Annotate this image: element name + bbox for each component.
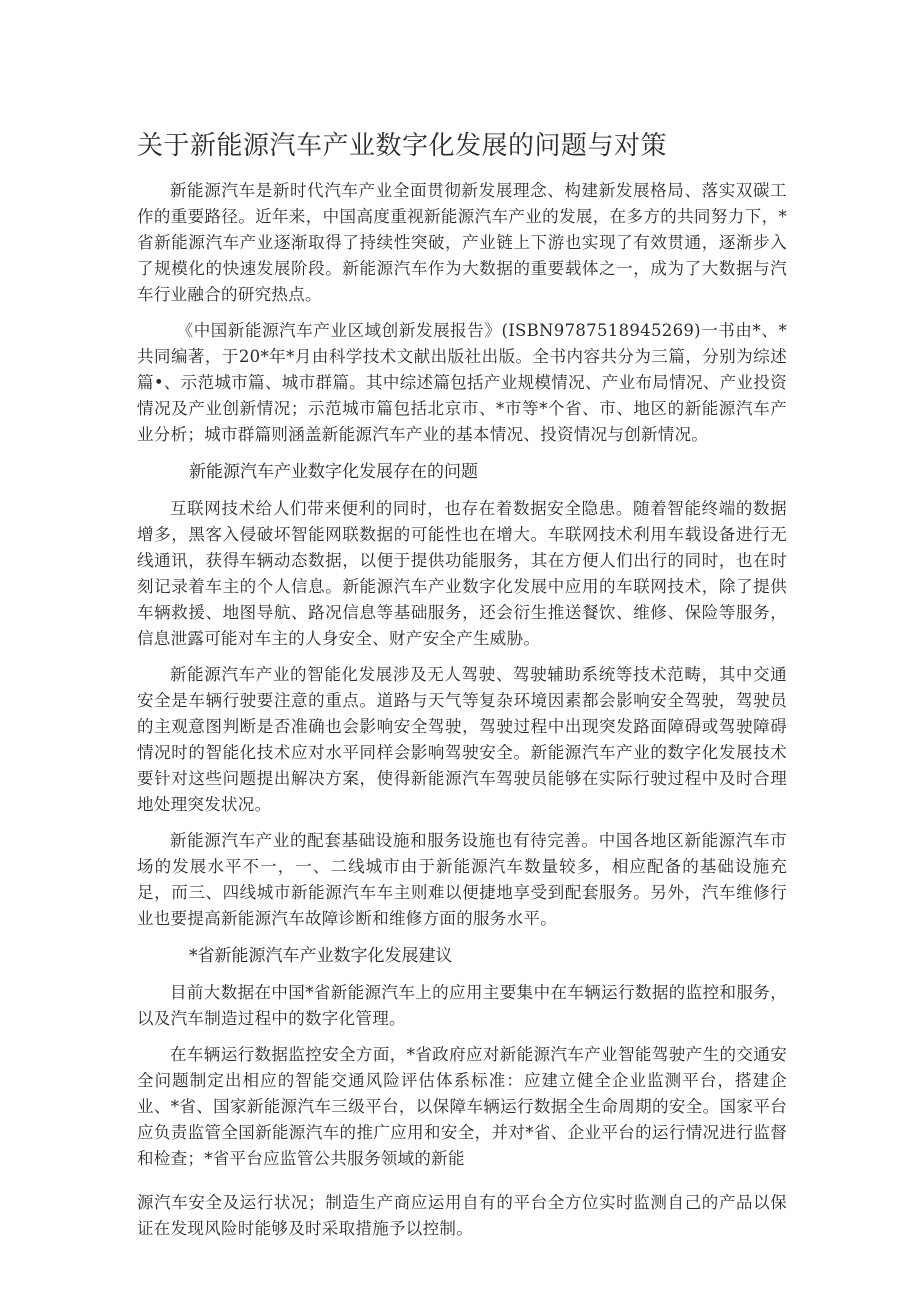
section-heading-problems: 新能源汽车产业数字化发展存在的问题 <box>189 462 478 482</box>
paragraph-infrastructure: 新能源汽车产业的配套基础设施和服务设施也有待完善。中国各地区新能源汽车市场的发展水平不一，一、二线城市由于新能源汽车数量较多，相应配备的基础设施充足，而三、四线城市新能源汽车车主则难以便捷地享受到配套服务。另外，汽车维修行业也要提高新能源汽车故障诊断和维修方面的服务水平。 <box>137 831 787 928</box>
document-page <box>137 128 787 1252</box>
paragraph-traffic-safety: 新能源汽车产业的智能化发展涉及无人驾驶、驾驶辅助系统等技术范畴，其中交通安全是车辆行驶要注意的重点。道路与天气等复杂环境因素都会影响安全驾驶，驾驶员的主观意图判断是否准确也会影响安全驾驶，驾驶过程中出现突发路面障碍或驾驶障碍情况时的智能化技术应对水平同样会影响驾驶安全。新能源汽车产业的数字化发展技术要针对这些问题提出解决方案，使得新能源汽车驾驶员能够在实际行驶过程中及时合理地处理突发状况。 <box>137 665 787 814</box>
paragraph-intro: 新能源汽车是新时代汽车产业全面贯彻新发展理念、构建新发展格局、落实双碳工作的重要路径。近年来，中国高度重视新能源汽车产业的发展，在多方的共同努力下，*省新能源汽车产业逐渐取得了持续性突破，产业链上下游也实现了有效贯通，逐渐步入了规模化的快速发展阶段。新能源汽车作为大数据的重要载体之一，成为了大数据与汽车行业融合的研究热点。 <box>137 181 787 304</box>
paragraph-continuation: 源汽车安全及运行状况；制造生产商应运用自有的平台全方位实时监测自己的产品以保证在发现风险时能够及时采取措施予以控制。 <box>137 1193 787 1238</box>
paragraph-big-data: 目前大数据在中国*省新能源汽车上的应用主要集中在车辆运行数据的监控和服务，以及汽车制造过程中的数字化管理。 <box>137 983 787 1028</box>
paragraph-monitoring: 在车辆运行数据监控安全方面，*省政府应对新能源汽车产业智能驾驶产生的交通安全问题制定出相应的智能交通风险评估体系标准：应建立健全企业监测平台，搭建企业、*省、国家新能源汽车三级平台，以保障车辆运行数据全生命周期的安全。国家平台应负责监管全国新能源汽车的推广应用和安全，并对*省、企业平台的运行情况进行监督和检查；*省平台应监管公共服务领域的新能 <box>137 1045 787 1168</box>
paragraph-data-security: 互联网技术给人们带来便利的同时，也存在着数据安全隐患。随着智能终端的数据增多，黑客入侵破坏智能网联数据的可能性也在增大。车联网技术利用车载设备进行无线通讯，获得车辆动态数据，以便于提供功能服务，其在方便人们出行的同时，也在时刻记录着车主的个人信息。新能源汽车产业数字化发展中应用的车联网技术，除了提供车辆救援、地图导航、路况信息等基础服务，还会衍生推送餐饮、维修、保险等服务，信息泄露可能对车主的人身安全、财产安全产生威胁。 <box>137 499 787 648</box>
section-heading-suggestions: *省新能源汽车产业数字化发展建议 <box>189 946 453 966</box>
paragraph-book: 《中国新能源汽车产业区域创新发展报告》(ISBN9787518945269)一书由*、*共同编著，于20*年*月由科学技术文献出版社出版。全书内容共分为三篇，分别为综述篇•、示范城市篇、城市群篇。其中综述篇包括产业规模情况、产业布局情况、产业投资情况及产业创新情况；示范城市篇包括北京市、*市等*个省、市、地区的新能源汽车产业分析；城市群篇则涵盖新能源汽车产业的基本情况、投资情况与创新情况。 <box>137 321 787 444</box>
document-title: 关于新能源汽车产业数字化发展的问题与对策 <box>137 131 668 161</box>
